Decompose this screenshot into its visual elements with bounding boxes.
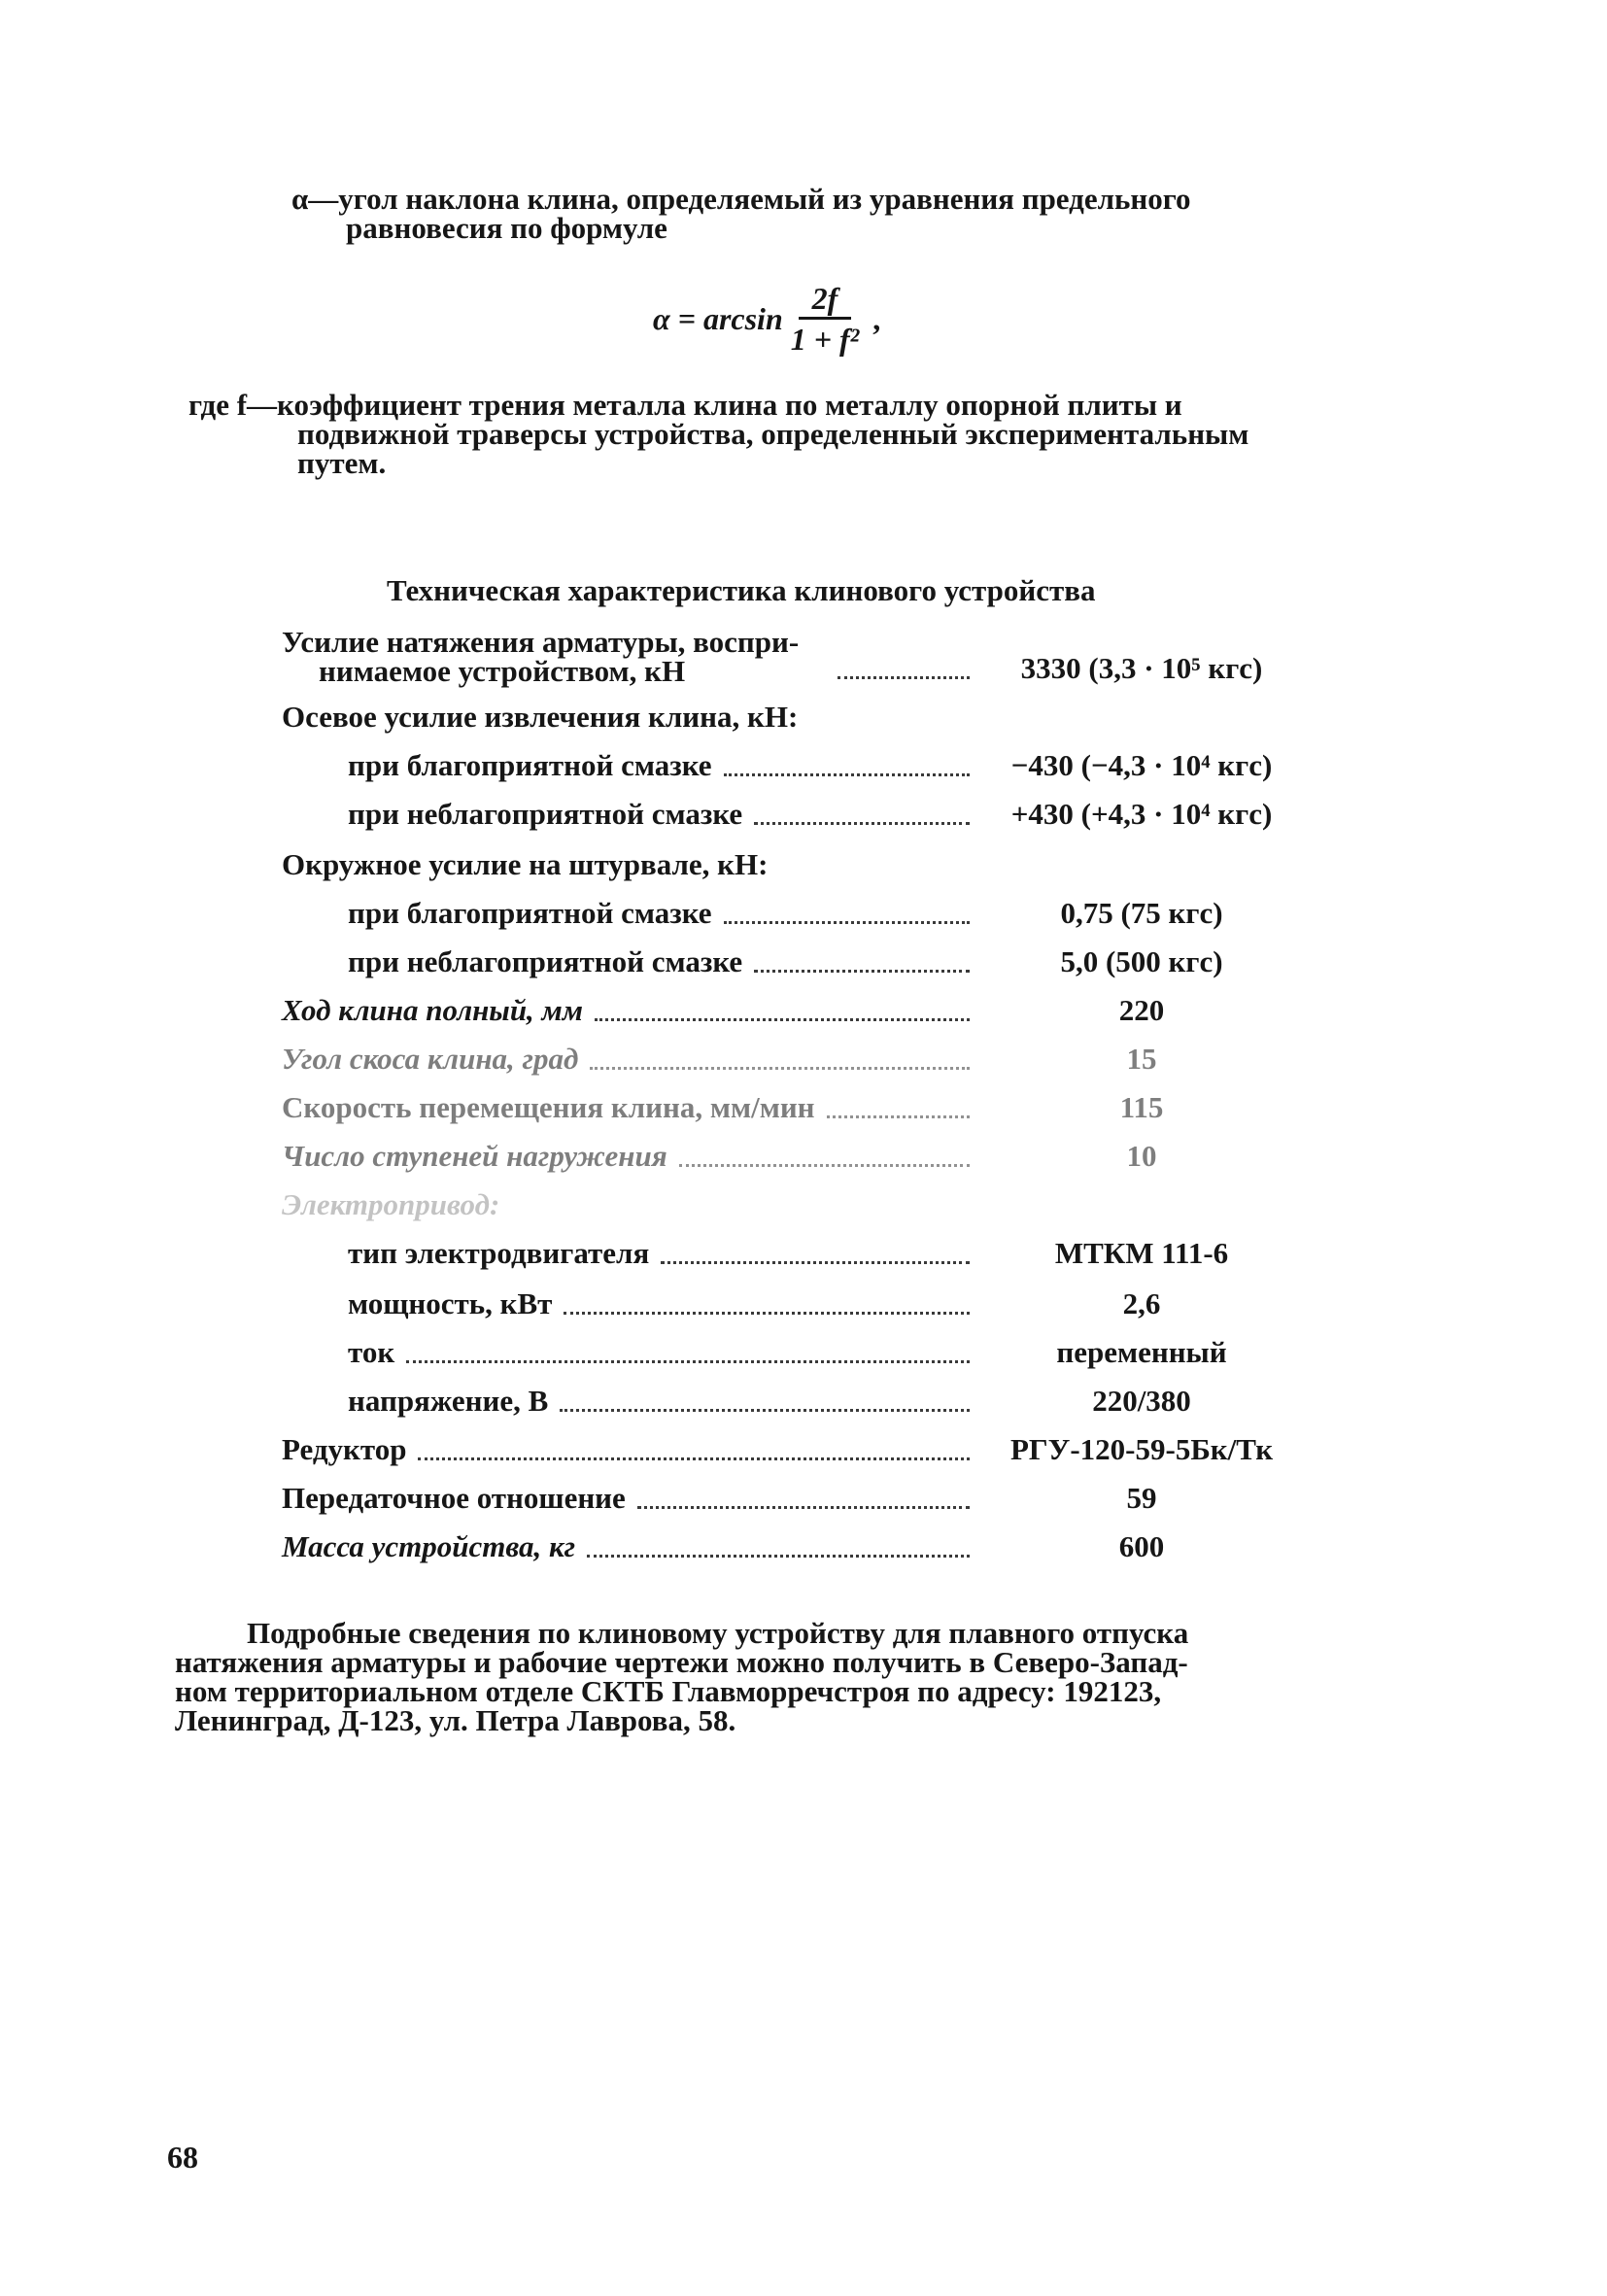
supplier-info-paragraph <box>175 1616 1438 1737</box>
spec-value: 59 <box>1126 1481 1157 1515</box>
spec-value: 115 <box>1119 1090 1164 1124</box>
spec-row <box>282 1092 1302 1125</box>
spec-label: тип электродвигателя <box>348 1236 650 1270</box>
dot-leader <box>595 1018 970 1021</box>
spec-row <box>282 1434 1302 1467</box>
friction-definition-line: путем. <box>297 446 387 480</box>
dot-leader <box>724 921 970 924</box>
friction-definition-line: подвижной траверсы устройства, определенный экспериментальным <box>297 417 1249 451</box>
spec-label: ток <box>348 1335 395 1369</box>
spec-value: МТКМ 111-6 <box>1054 1236 1229 1270</box>
spec-label: Ход клина полный, мм <box>282 993 584 1027</box>
spec-label <box>282 625 826 688</box>
spec-row <box>282 702 1302 735</box>
supplier-info-line: Ленинград, Д-123, ул. Петра Лаврова, 58. <box>175 1703 736 1737</box>
spec-label: мощность, кВт <box>348 1286 553 1320</box>
spec-row <box>282 1288 1302 1321</box>
spec-label: при благоприятной смазке <box>348 896 712 930</box>
spec-row <box>282 1531 1302 1564</box>
dot-leader <box>587 1555 970 1558</box>
alpha-definition-line: равновесия по формуле <box>346 211 667 245</box>
spec-value: 15 <box>1126 1042 1157 1076</box>
spec-value: 600 <box>1118 1529 1165 1563</box>
dot-leader <box>564 1312 970 1315</box>
spec-value: 5,0 (500 кгс) <box>1060 944 1223 978</box>
spec-value: +430 (+4,3 · 10⁴ кгс) <box>1010 797 1273 831</box>
dot-leader <box>637 1506 970 1509</box>
spec-label-part: Усилие натяжения арматуры, воспри- <box>282 625 800 659</box>
spec-value: 10 <box>1126 1139 1157 1173</box>
spec-value: 3330 (3,3 · 10⁵ кгс) <box>1020 651 1263 685</box>
spec-label: напряжение, В <box>348 1384 549 1418</box>
supplier-info-line: ном территориальном отделе СКТБ Главморречстроя по адресу: 192123, <box>175 1674 1162 1708</box>
spec-value: РГУ-120-59-5Бк/Тк <box>1009 1432 1274 1466</box>
spec-row <box>282 898 1302 931</box>
spec-row <box>282 1337 1302 1370</box>
dot-leader <box>560 1409 970 1412</box>
page-number: 68 <box>167 2140 198 2175</box>
spec-row <box>282 750 1302 783</box>
dot-leader <box>754 822 970 825</box>
spec-value: −430 (−4,3 · 10⁴ кгс) <box>1010 748 1273 782</box>
spec-row <box>282 1238 1302 1271</box>
spec-label: при благоприятной смазке <box>348 748 712 782</box>
spec-row <box>282 1189 1302 1222</box>
spec-value: 220/380 <box>1092 1384 1191 1418</box>
spec-row <box>282 799 1302 832</box>
alpha-definition-line: α—угол наклона клина, определяемый из уравнения предельного <box>291 182 1191 216</box>
spec-row <box>282 946 1302 979</box>
spec-value: 220 <box>1118 993 1165 1027</box>
formula-denominator: 1 + f² <box>790 322 860 357</box>
supplier-info-line: натяжения арматуры и рабочие чертежи можно получить в Северо-Запад- <box>175 1645 1188 1679</box>
spec-label: Электропривод: <box>282 1187 500 1221</box>
formula-numerator: 2f <box>799 280 852 320</box>
spec-label: Скорость перемещения клина, мм/мин <box>282 1090 815 1124</box>
spec-label: Число ступеней нагружения <box>282 1139 667 1173</box>
spec-label: при неблагоприятной смазке <box>348 944 743 978</box>
spec-row <box>282 622 1302 686</box>
spec-label: Редуктор <box>282 1432 407 1466</box>
dot-leader <box>754 970 970 973</box>
spec-label: Угол скоса клина, град <box>282 1042 579 1076</box>
spec-value: 2,6 <box>1122 1286 1161 1320</box>
dot-leader <box>838 676 970 679</box>
spec-row <box>282 1386 1302 1419</box>
dot-leader <box>827 1115 970 1118</box>
spec-label-part: нимаемое устройством, кН <box>319 654 686 688</box>
spec-row <box>282 1044 1302 1077</box>
spec-value: переменный <box>1056 1335 1227 1369</box>
dot-leader <box>679 1164 970 1167</box>
dot-leader <box>406 1360 970 1363</box>
spec-value: 0,75 (75 кгс) <box>1060 896 1223 930</box>
formula-trailing-comma: , <box>872 301 881 336</box>
formula-fraction <box>791 280 859 359</box>
spec-label: Масса устройства, кг <box>282 1529 576 1563</box>
spec-table-title: Техническая характеристика клинового устройства <box>387 573 1096 607</box>
spec-label: Осевое усилие извлечения клина, кН: <box>282 700 799 734</box>
spec-row <box>282 849 1302 882</box>
dot-leader <box>590 1067 970 1070</box>
dot-leader <box>661 1261 970 1264</box>
supplier-info-line: Подробные сведения по клиновому устройству для плавного отпуска <box>247 1616 1189 1650</box>
spec-row <box>282 1141 1302 1174</box>
spec-row <box>282 1483 1302 1516</box>
arcsin-formula <box>653 280 880 359</box>
spec-label: Окружное усилие на штурвале, кН: <box>282 847 769 881</box>
spec-label: Передаточное отношение <box>282 1481 626 1515</box>
alpha-definition-paragraph <box>291 182 1438 245</box>
spec-row <box>282 995 1302 1028</box>
dot-leader <box>418 1457 970 1460</box>
friction-definition-paragraph <box>188 388 1442 480</box>
formula-lhs: α = arcsin <box>653 301 783 336</box>
dot-leader <box>724 773 970 776</box>
friction-definition-line: где f—коэффициент трения металла клина по металлу опорной плиты и <box>188 388 1182 422</box>
spec-label: при неблагоприятной смазке <box>348 797 743 831</box>
